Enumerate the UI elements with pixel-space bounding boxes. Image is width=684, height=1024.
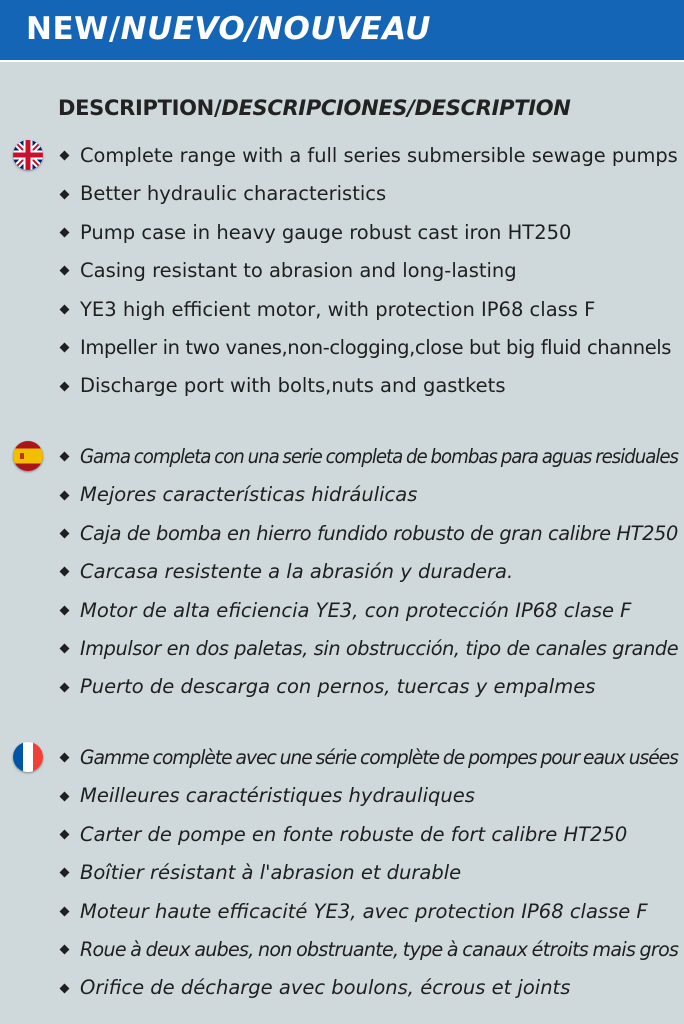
bullet-icon [60, 189, 70, 199]
page-title [26, 11, 431, 47]
bullet-icon [60, 983, 70, 993]
spain-flag-icon [13, 441, 43, 471]
header-banner [0, 0, 684, 62]
uk-flag-icon [13, 140, 43, 170]
bullet-icon [60, 830, 70, 840]
bullet-icon [60, 791, 70, 801]
bullet-icon [60, 868, 70, 878]
bullet-icon [60, 266, 70, 276]
france-flag-icon [13, 742, 43, 772]
bullet-icon [60, 605, 70, 615]
bullet-icon [60, 529, 70, 539]
bullet-icon [60, 682, 70, 692]
bullet-icon [60, 228, 70, 238]
title-new: NEW/ [26, 11, 121, 47]
bullet-icon [60, 151, 70, 161]
bullet-icon [60, 567, 70, 577]
bullet-icon [60, 343, 70, 353]
bullet-icon [60, 644, 70, 654]
heading-description: DESCRIPTION/ [58, 96, 222, 120]
bullet-icon [60, 452, 70, 462]
bullet-icon [60, 490, 70, 500]
heading-translations: DESCRIPCIONES/DESCRIPTION [221, 96, 571, 120]
bullet-icon [60, 906, 70, 916]
title-translations: NUEVO/NOUVEAU [120, 11, 431, 47]
bullet-icon [60, 304, 70, 314]
bullet-icon [60, 945, 70, 955]
bullet-icon [60, 381, 70, 391]
section-heading [58, 96, 571, 120]
bullet-icon [60, 753, 70, 763]
